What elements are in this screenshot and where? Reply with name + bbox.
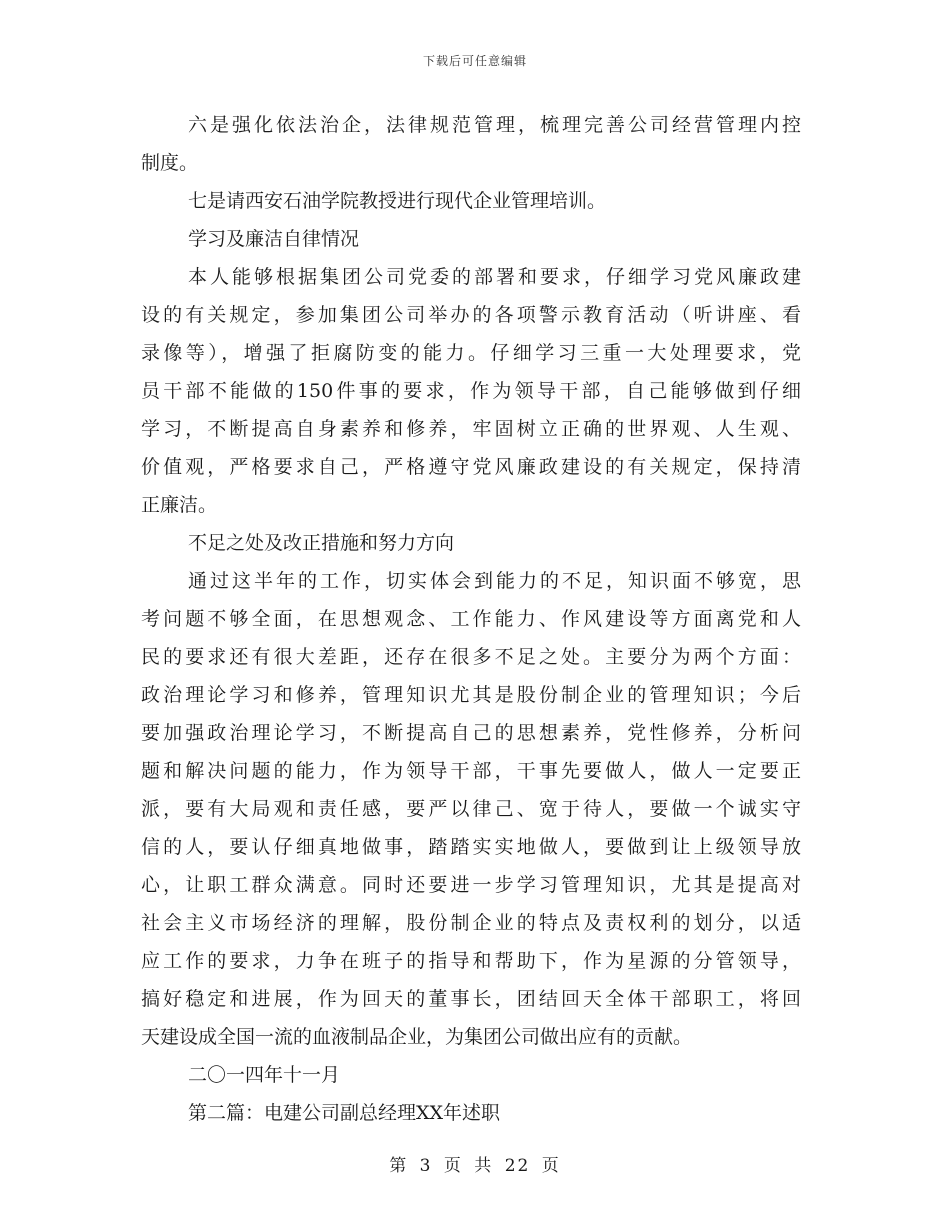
text-line: 考问题不够全面，在思想观念、工作能力、作风建设等方面离党和人 bbox=[141, 608, 801, 630]
section-heading: 学习及廉洁自律情况 bbox=[188, 228, 360, 250]
page-header-note: 下载后可任意编辑 bbox=[422, 54, 527, 68]
text-line: 七是请西安石油学院教授进行现代企业管理培训。 bbox=[188, 190, 607, 212]
text-line: 民的要求还有很大差距，还存在很多不足之处。主要分为两个方面： bbox=[141, 646, 801, 668]
text-line: 本人能够根据集团公司党委的部署和要求，仔细学习党风廉政建 bbox=[188, 266, 801, 288]
text-line: 正廉洁。 bbox=[141, 494, 218, 516]
section-heading: 不足之处及改正措施和努力方向 bbox=[188, 532, 455, 554]
text-line: 搞好稳定和进展，作为回天的董事长，团结回天全体干部职工，将回 bbox=[141, 988, 801, 1010]
document-body bbox=[141, 106, 801, 1132]
text-line: 制度。 bbox=[141, 152, 199, 174]
text-line: 社会主义市场经济的理解，股份制企业的特点及责权利的划分，以适 bbox=[141, 912, 801, 934]
text-line: 录像等），增强了拒腐防变的能力。仔细学习三重一大处理要求，党 bbox=[141, 342, 801, 364]
page-number: 第 3 页 共 22 页 bbox=[389, 1156, 561, 1176]
text-line: 六是强化依法治企，法律规范管理，梳理完善公司经营管理内控 bbox=[188, 114, 801, 136]
text-line: 心，让职工群众满意。同时还要进一步学习管理知识，尤其是提高对 bbox=[141, 874, 801, 896]
text-line: 信的人，要认仔细真地做事，踏踏实实地做人，要做到让上级领导放 bbox=[141, 836, 801, 858]
text-line: 应工作的要求，力争在班子的指导和帮助下，作为星源的分管领导， bbox=[141, 950, 801, 972]
text-line: 题和解决问题的能力，作为领导干部，干事先要做人，做人一定要正 bbox=[141, 760, 801, 782]
text-line: 设的有关规定，参加集团公司举办的各项警示教育活动（听讲座、看 bbox=[141, 304, 801, 326]
text-line: 价值观，严格要求自己，严格遵守党风廉政建设的有关规定，保持清 bbox=[141, 456, 801, 478]
text-line: 通过这半年的工作，切实体会到能力的不足，知识面不够宽，思 bbox=[188, 570, 801, 592]
date-line: 二〇一四年十一月 bbox=[188, 1064, 341, 1086]
text-line: 政治理论学习和修养，管理知识尤其是股份制企业的管理知识；今后 bbox=[141, 684, 801, 706]
text-line: 要加强政治理论学习，不断提高自己的思想素养，党性修养，分析问 bbox=[141, 722, 801, 744]
text-line: 学习，不断提高自身素养和修养，牢固树立正确的世界观、人生观、 bbox=[141, 418, 801, 440]
text-line: 员干部不能做的150件事的要求，作为领导干部，自己能够做到仔细 bbox=[141, 380, 801, 402]
text-line: 派，要有大局观和责任感，要严以律己、宽于待人，要做一个诚实守 bbox=[141, 798, 801, 820]
next-article-title: 第二篇：电建公司副总经理XX年述职 bbox=[188, 1102, 501, 1124]
text-line: 天建设成全国一流的血液制品企业，为集团公司做出应有的贡献。 bbox=[141, 1026, 693, 1048]
